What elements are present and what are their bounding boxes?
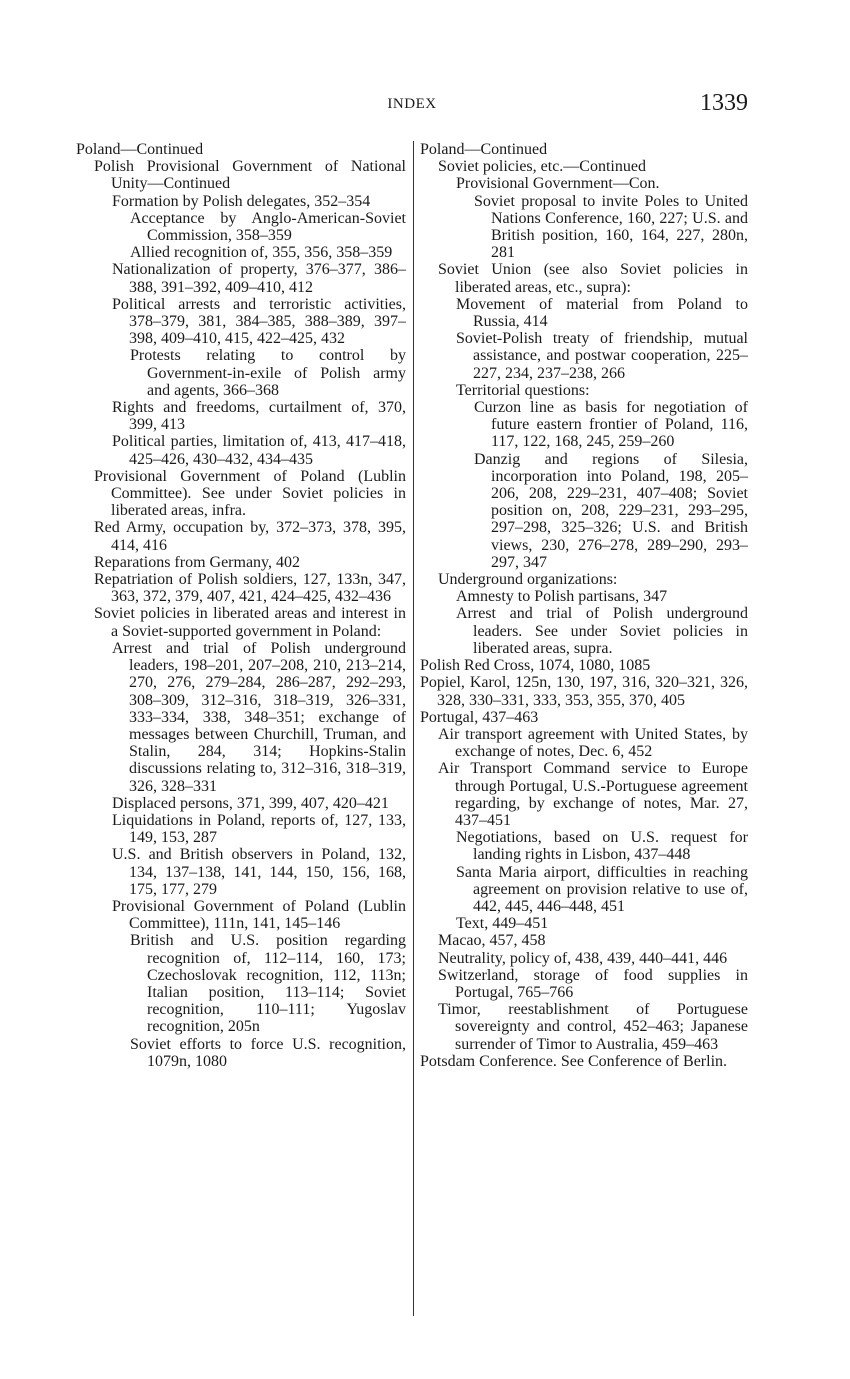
index-entry: Soviet efforts to force U.S. recognition, 1079n, 1080 [130, 1035, 406, 1070]
index-entry: Reparations from Germany, 402 [94, 553, 301, 571]
index-entry: Soviet policies, etc.—Continued [438, 158, 646, 176]
page-header [76, 90, 748, 120]
index-entry: Soviet policies in liberated areas and interest in a Soviet-supported government in Poland: [94, 605, 406, 640]
index-entry: Liquidations in Poland, reports of, 127, 133, 149, 153, 287 [112, 811, 406, 847]
index-entry: Allied recognition of, 355, 356, 358–359 [130, 244, 393, 262]
index-entry: Nationalization of property, 376–377, 386–388, 391–392, 409–410, 412 [112, 261, 406, 296]
index-column-right [420, 141, 748, 1319]
index-entry: Macao, 457, 458 [438, 932, 546, 950]
index-entry: Curzon line as basis for negotiation of future eastern frontier of Poland, 116, 117, 122, 168, 245, 259–260 [474, 399, 748, 451]
index-entry: Soviet Union (see also Soviet policies in liberated areas, etc., supra): [438, 261, 748, 296]
index-entry: Provisional Government—Con. [456, 175, 660, 193]
index-entry: Arrest and trial of Polish underground leaders. See under Soviet policies in liberated areas, supra. [456, 605, 748, 657]
index-entry: Amnesty to Polish partisans, 347 [456, 588, 668, 606]
index-entry: Soviet-Polish treaty of friendship, mutual assistance, and postwar cooperation, 225–227, 234, 237–238, 266 [456, 330, 748, 382]
index-entry: Arrest and trial of Polish underground leaders, 198–201, 207–208, 210, 213–214, 270, 276, 279–284, 286–287, 292–293, 308–309, 312–316, 318–319, 326–331, 333–334, 338, 348–351; exchange of messages between Churchill, Truman, and Stalin, 284, 314; Hopkins-Stalin discussions relating to, 312–316, 318–319, 326, 328–331 [112, 639, 406, 795]
index-entry: Santa Maria airport, difficulties in reaching agreement on provision relative to use of, 442, 445, 446–448, 451 [456, 863, 748, 915]
index-entry: Acceptance by Anglo-American-Soviet Commission, 358–359 [130, 209, 406, 245]
index-entry: Formation by Polish delegates, 352–354 [112, 192, 371, 210]
index-entry: Neutrality, policy of, 438, 439, 440–441, 446 [438, 949, 728, 967]
index-entry: Movement of material from Poland to Russia, 414 [456, 295, 748, 331]
column-divider [413, 141, 414, 1316]
index-entry: Portugal, 437–463 [420, 708, 539, 726]
index-entry: Popiel, Karol, 125n, 130, 197, 316, 320–321, 326, 328, 330–331, 333, 353, 355, 370, 405 [420, 674, 748, 709]
index-entry: Underground organizations: [438, 571, 618, 589]
index-entry: Political arrests and terroristic activities, 378–379, 381, 384–385, 388–389, 397–398, 409–410, 415, 422–425, 432 [112, 295, 406, 348]
index-entry: Protests relating to control by Government-in-exile of Polish army and agents, 366–368 [130, 347, 406, 399]
index-entry: Soviet proposal to invite Poles to United Nations Conference, 160, 227; U.S. and British position, 160, 164, 227, 280n, 281 [474, 192, 748, 262]
index-entry: Potsdam Conference. See Conference of Berlin. [420, 1052, 728, 1070]
index-entry: Air Transport Command service to Europe through Portugal, U.S.-Portuguese agreement regarding, by exchange of notes, Mar. 27, 437–451 [438, 760, 748, 829]
index-entry: Danzig and regions of Silesia, incorporation into Poland, 198, 205–206, 208, 229–231, 407–408; Soviet position on, 208, 229–231, 293–295, 297–298, 325–326; U.S. and British views, 230, 276–278, 289–290, 293–297, 347 [474, 450, 748, 571]
index-entry: Provisional Government of Poland (Lublin Committee). See under Soviet policies in liberated areas, infra. [94, 467, 406, 520]
index-entry: Poland—Continued [76, 141, 204, 158]
index-entry: Poland—Continued [420, 141, 548, 158]
index-entry: Timor, reestablishment of Portuguese sovereignty and control, 452–463; Japanese surrender of Timor to Australia, 459–463 [438, 1001, 748, 1053]
index-entry: Rights and freedoms, curtailment of, 370, 399, 413 [112, 399, 406, 434]
index-entry: Text, 449–451 [456, 915, 549, 933]
index-entry: Negotiations, based on U.S. request for landing rights in Lisbon, 437–448 [456, 829, 748, 864]
index-entry: British and U.S. position regarding recognition of, 112–114, 160, 173; Czechoslovak recognition, 112, 113n; Italian position, 113–114; Soviet recognition, 110–111; Yugoslav recognition, 205n [130, 932, 406, 1036]
page-title: INDEX [387, 96, 437, 112]
index-entry: Displaced persons, 371, 399, 407, 420–421 [112, 794, 389, 812]
index-entry: Switzerland, storage of food supplies in Portugal, 765–766 [438, 966, 748, 1001]
index-entry: Territorial questions: [456, 381, 590, 399]
index-entry: Repatriation of Polish soldiers, 127, 133n, 347, 363, 372, 379, 407, 421, 424–425, 432–436 [94, 571, 406, 606]
index-entry: Political parties, limitation of, 413, 417–418, 425–426, 430–432, 434–435 [112, 433, 406, 468]
index-entry: U.S. and British observers in Poland, 132, 134, 137–138, 141, 144, 150, 156, 168, 175, 177, 279 [112, 846, 406, 898]
index-entry: Air transport agreement with United States, by exchange of notes, Dec. 6, 452 [438, 725, 748, 761]
index-entry: Provisional Government of Poland (Lublin Committee), 111n, 141, 145–146 [112, 897, 406, 933]
index-entry: Red Army, occupation by, 372–373, 378, 395, 414, 416 [94, 519, 406, 554]
page-number: 1339 [700, 90, 748, 116]
index-entry: Polish Red Cross, 1074, 1080, 1085 [420, 657, 651, 675]
index-column-left [76, 141, 406, 1319]
index-entry: Polish Provisional Government of National Unity—Continued [94, 158, 406, 193]
